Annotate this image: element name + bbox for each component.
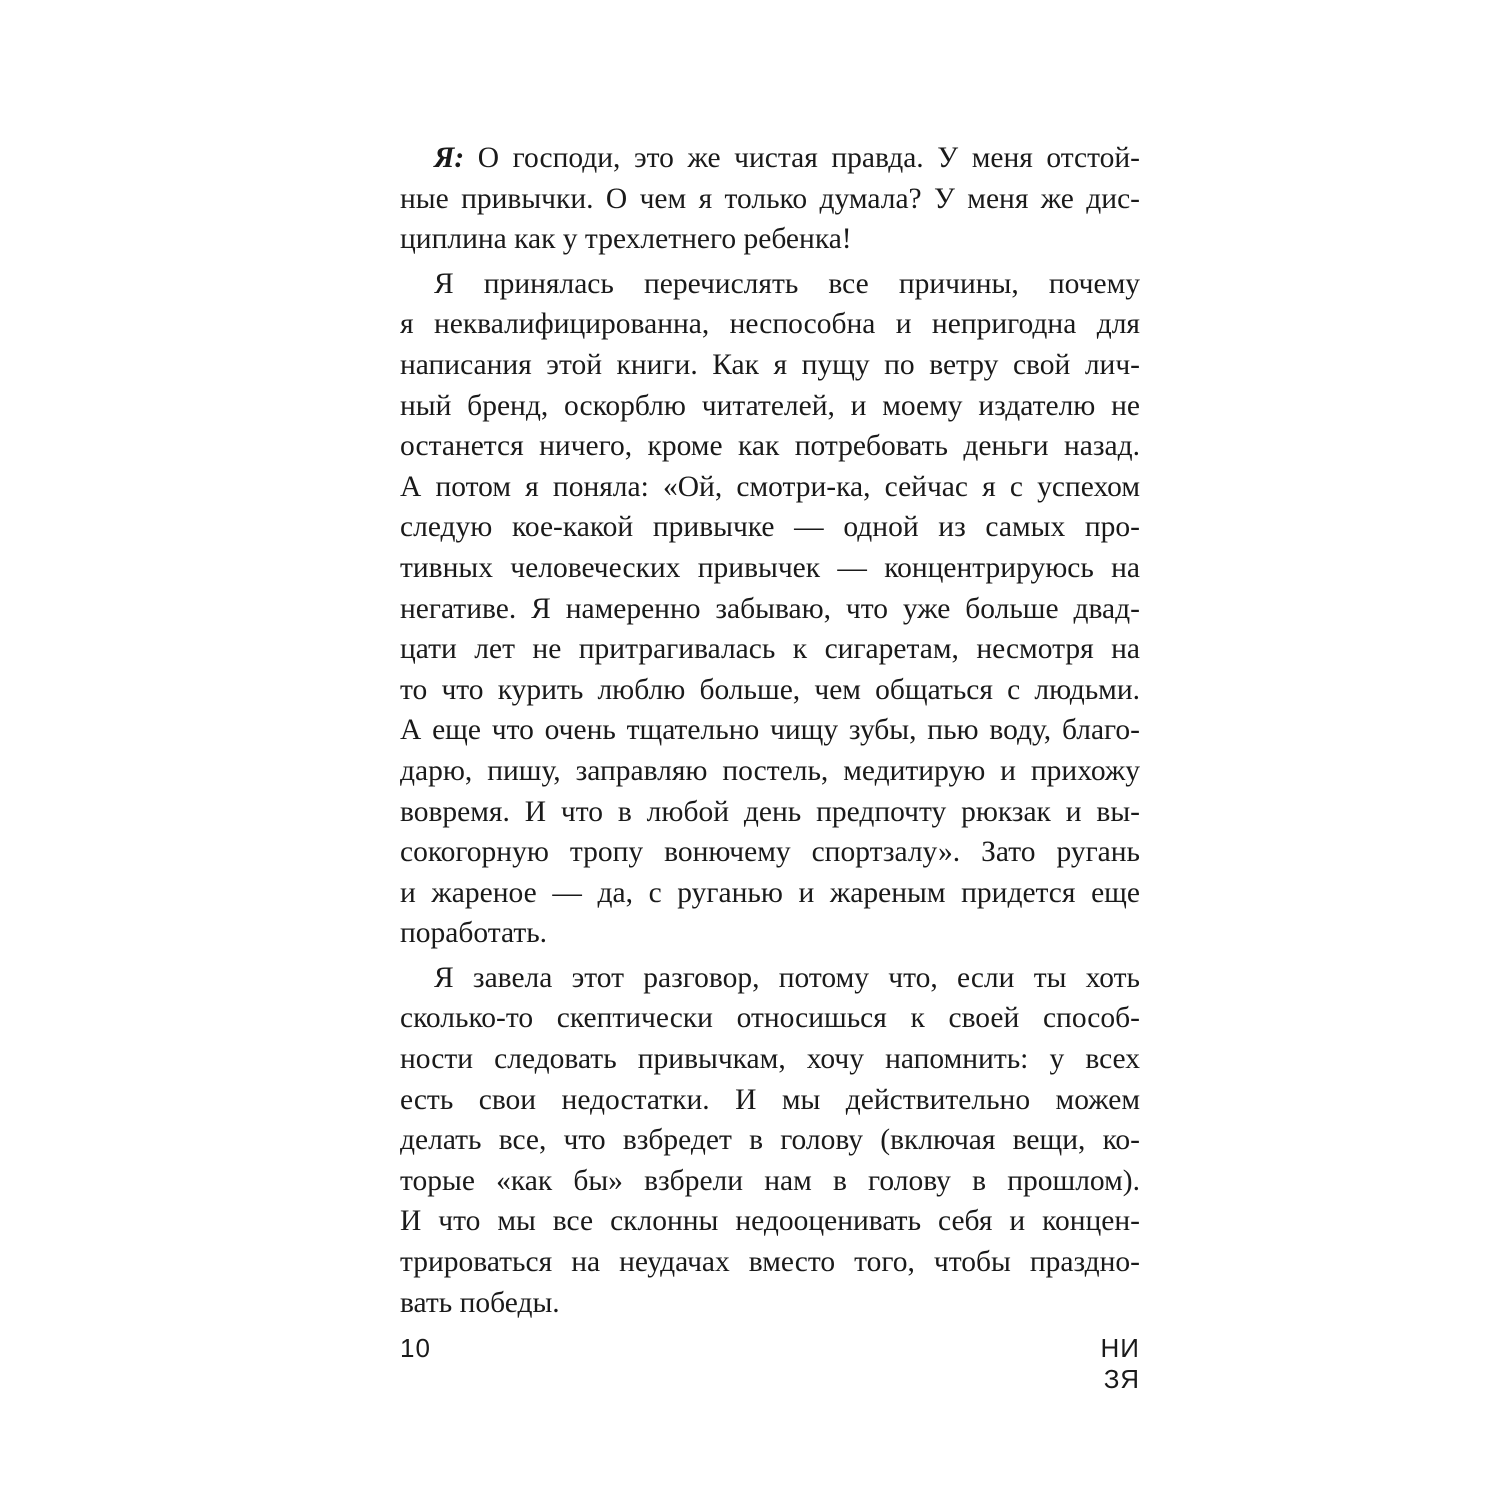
- text-line: поработать.: [400, 917, 548, 950]
- text-line: останется ничего, кроме как потребовать деньги назад.: [400, 430, 1140, 463]
- text-line: написания этой книги. Как я пущу по ветру свой лич-: [400, 348, 1140, 381]
- text-line: и жареное — да, с руганью и жареным придется еще: [400, 876, 1140, 909]
- text-line: трироваться на неудачах вместо того, чтобы праздно-: [400, 1246, 1140, 1279]
- text-line: дарю, пишу, заправляю постель, медитирую и прихожу: [400, 754, 1140, 787]
- text-line: цати лет не притрагивалась к сигаретам, несмотря на: [400, 633, 1140, 666]
- text-line: А еще что очень тщательно чищу зубы, пью воду, благо-: [400, 714, 1140, 747]
- text-line: то что курить люблю больше, чем общаться с людьми.: [400, 673, 1140, 706]
- text-line: делать все, что взбредет в голову (включая вещи, ко-: [400, 1124, 1140, 1157]
- text-line: А потом я поняла: «Ой, смотри-ка, сейчас я с успехом: [400, 470, 1140, 503]
- text-line: торые «как бы» взбрели нам в голову в прошлом).: [400, 1164, 1140, 1197]
- text-line: я неквалифицированна, неспособна и непригодна для: [400, 308, 1140, 341]
- text-line: сколько-то скептически относишься к своей способ-: [400, 1002, 1140, 1035]
- text-line: вать победы.: [400, 1286, 560, 1319]
- text-line: следую кое-какой привычке — одной из самых про-: [400, 511, 1140, 544]
- text-line: Я завела этот разговор, потому что, если ты хоть: [434, 961, 1140, 994]
- speaker-label: Я:: [434, 142, 465, 174]
- running-title: НИ ЗЯ: [1100, 1333, 1140, 1394]
- text-line: Я принялась перечислять все причины, почему: [434, 267, 1140, 300]
- text-line: негативе. Я намеренно забываю, что уже больше двад-: [400, 592, 1140, 625]
- text-line: сокогорную тропу вонючему спортзалу». Зато ругань: [400, 836, 1140, 869]
- text-line: ные привычки. О чем я только думала? У меня же дис-: [400, 182, 1140, 215]
- text-line: тивных человеческих привычек — концентрируюсь на: [400, 551, 1140, 584]
- text-line: вовремя. И что в любой день предпочту рюкзак и вы-: [400, 795, 1140, 828]
- text-line: есть свои недостатки. И мы действительно можем: [400, 1083, 1140, 1116]
- text-line: циплина как у трехлетнего ребенка!: [400, 223, 852, 256]
- page-number: 10: [400, 1333, 431, 1363]
- text-line: И что мы все склонны недооценивать себя и концен-: [400, 1205, 1140, 1238]
- text-line: ный бренд, оскорблю читателей, и моему издателю не: [400, 389, 1140, 422]
- text-line: Я: О господи, это же чистая правда. У меня отстой-: [434, 142, 1140, 174]
- text-line: ности следовать привычкам, хочу напомнить: у всех: [400, 1043, 1140, 1076]
- body-text: [400, 138, 1140, 1323]
